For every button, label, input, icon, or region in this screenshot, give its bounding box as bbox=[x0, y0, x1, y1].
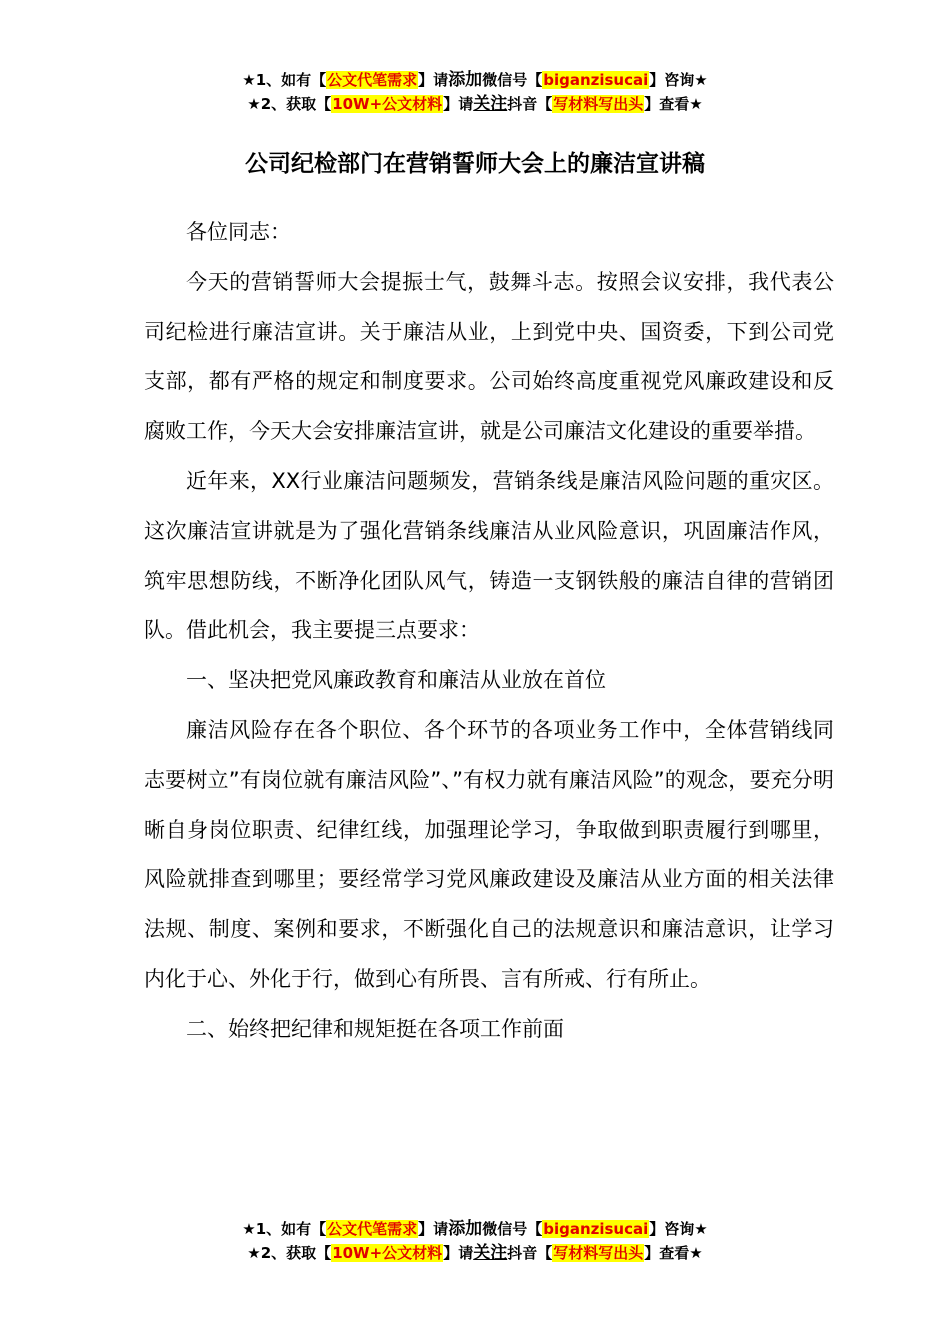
banner-text: 抖音【 bbox=[507, 1244, 553, 1262]
section-heading: 二、始终把纪律和规矩挺在各项工作前面 bbox=[186, 1016, 564, 1041]
banner-emphasis: 关注 bbox=[473, 1243, 508, 1263]
banner-text: 】请 bbox=[443, 1244, 474, 1262]
header-banner bbox=[0, 68, 950, 116]
banner-text: 微信号【 bbox=[482, 71, 543, 89]
document-title: 公司纪检部门在营销誓师大会上的廉洁宣讲稿 bbox=[245, 151, 705, 177]
banner-text: ★1、如有【 bbox=[242, 1220, 327, 1238]
banner-line-1 bbox=[0, 68, 950, 92]
banner-highlight: 公文代笔需求 bbox=[327, 1220, 418, 1238]
banner-text: 】咨询★ bbox=[649, 1220, 708, 1238]
banner-highlight: 公文代笔需求 bbox=[327, 71, 418, 89]
body-paragraph: 廉洁风险存在各个职位、各个环节的各项业务工作中，全体营销线同志要树立”有岗位就有廉洁风险”、”有权力就有廉洁风险”的观念，要充分明晰自身岗位职责、纪律红线，加强理论学习，争取做到职责履行到哪里，风险就排查到哪里；要经常学习党风廉政建设及廉洁从业方面的相关法律法规、制度、案例和要求，不断强化自己的法规意识和廉洁意识，让学习内化于心、外化于行，做到心有所畏、言有所戒、行有所止。 bbox=[144, 717, 834, 991]
banner-line-2 bbox=[0, 92, 950, 116]
salutation: 各位同志： bbox=[186, 220, 291, 244]
banner-highlight: 写材料写出头 bbox=[553, 95, 644, 113]
banner-text: 】请 bbox=[418, 1220, 449, 1238]
banner-text: 】咨询★ bbox=[649, 71, 708, 89]
banner-highlight: 10W+公文材料 bbox=[332, 1244, 443, 1262]
banner-emphasis: 添加 bbox=[448, 1219, 483, 1239]
banner-text: 】查看★ bbox=[644, 95, 703, 113]
banner-highlight: 10W+公文材料 bbox=[332, 95, 443, 113]
banner-text: ★2、获取【 bbox=[247, 95, 332, 113]
document-body bbox=[144, 208, 834, 1055]
banner-text: ★2、获取【 bbox=[247, 1244, 332, 1262]
banner-text: 微信号【 bbox=[482, 1220, 543, 1238]
body-paragraph: 近年来，XX行业廉洁问题频发，营销条线是廉洁风险问题的重灾区。这次廉洁宣讲就是为了强化营销条线廉洁从业风险意识，巩固廉洁作风，筑牢思想防线，不断净化团队风气，铸造一支钢铁般的廉洁自律的营销团队。借此机会，我主要提三点要求： bbox=[144, 468, 834, 643]
banner-text: 】请 bbox=[418, 71, 449, 89]
section-heading: 一、坚决把党风廉政教育和廉洁从业放在首位 bbox=[186, 668, 606, 693]
banner-text: 】请 bbox=[443, 95, 474, 113]
banner-emphasis: 添加 bbox=[448, 70, 483, 90]
banner-line-2 bbox=[0, 1241, 950, 1265]
body-paragraph: 今天的营销誓师大会提振士气，鼓舞斗志。按照会议安排，我代表公司纪检进行廉洁宣讲。关于廉洁从业，上到党中央、国资委，下到公司党支部，都有严格的规定和制度要求。公司始终高度重视党风廉政建设和反腐败工作，今天大会安排廉洁宣讲，就是公司廉洁文化建设的重要举措。 bbox=[144, 269, 834, 444]
banner-highlight: biganzisucai bbox=[543, 1220, 649, 1238]
footer-banner bbox=[0, 1217, 950, 1265]
banner-highlight: 写材料写出头 bbox=[553, 1244, 644, 1262]
banner-line-1 bbox=[0, 1217, 950, 1241]
banner-highlight: biganzisucai bbox=[543, 71, 649, 89]
banner-text: 抖音【 bbox=[507, 95, 553, 113]
banner-text: ★1、如有【 bbox=[242, 71, 327, 89]
banner-emphasis: 关注 bbox=[473, 94, 508, 114]
banner-text: 】查看★ bbox=[644, 1244, 703, 1262]
